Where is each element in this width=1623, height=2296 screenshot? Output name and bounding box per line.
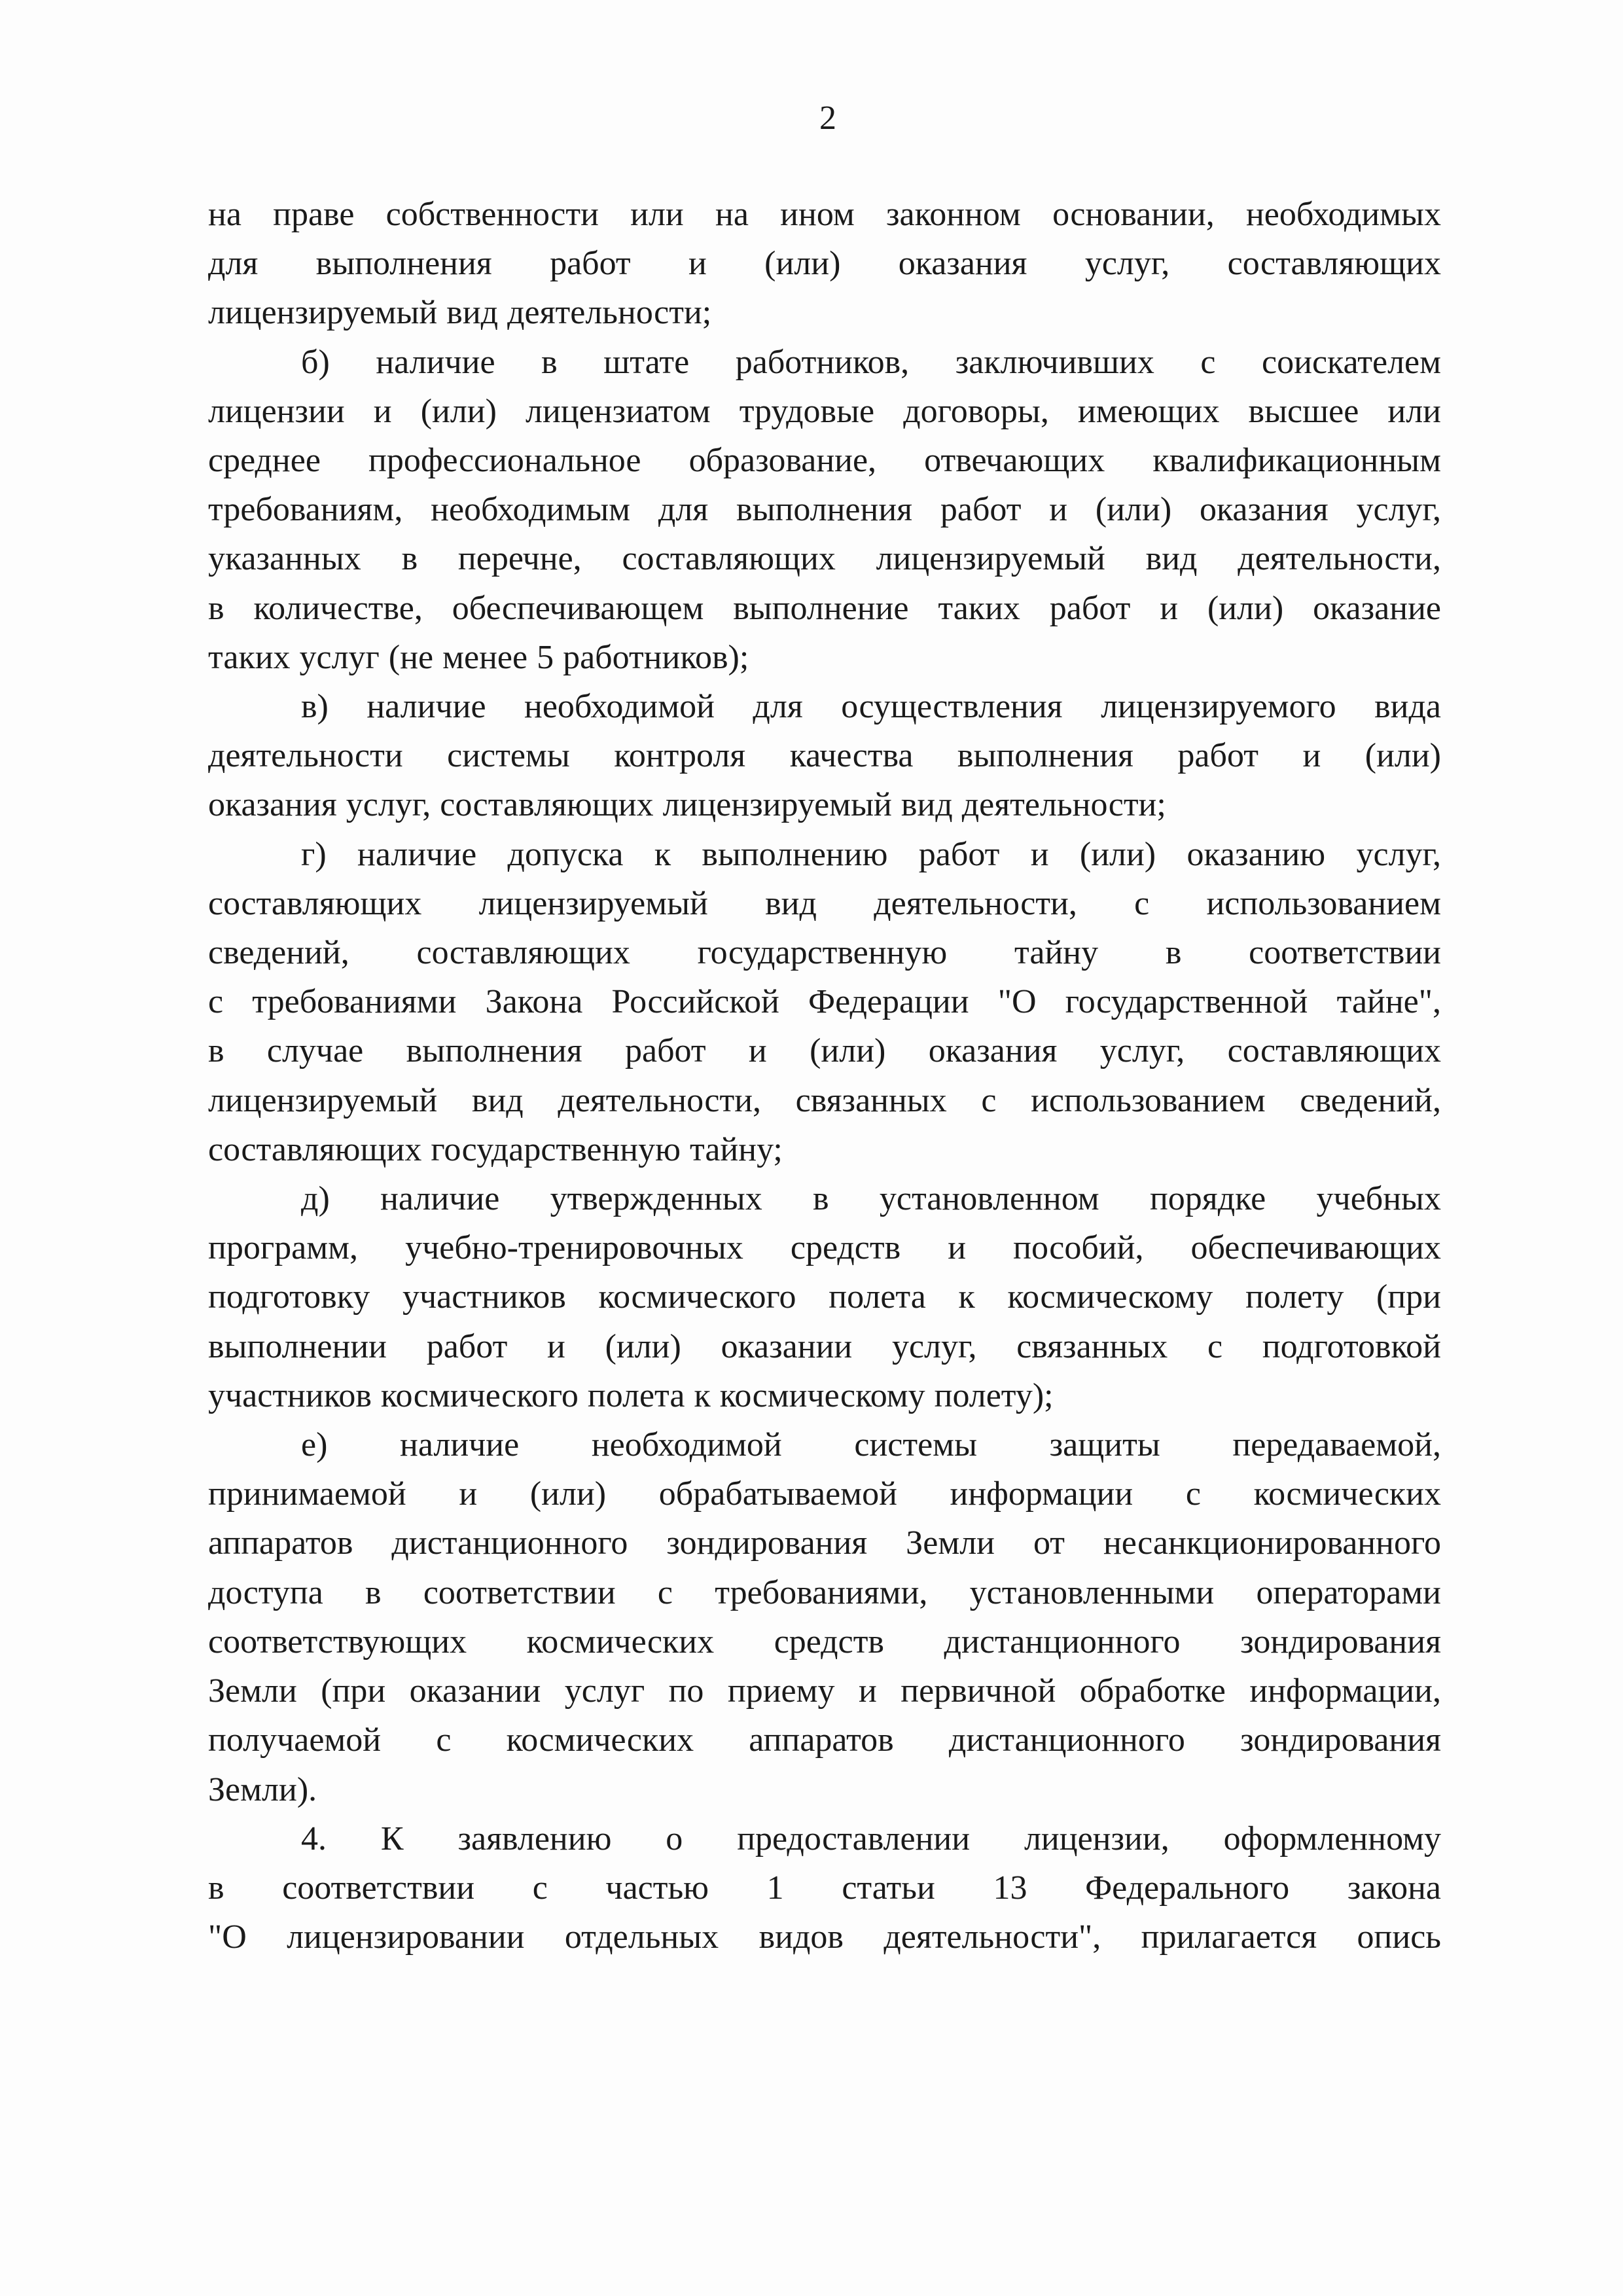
text-line: выполнении работ и (или) оказании услуг, связанных с подготовкой bbox=[208, 1327, 1441, 1365]
text-line: лицензии и (или) лицензиатом трудовые договоры, имеющих высшее или bbox=[208, 392, 1441, 430]
text-line: с требованиями Закона Российской Федерации "О государственной тайне", bbox=[208, 983, 1441, 1021]
text-line: для выполнения работ и (или) оказания услуг, составляющих bbox=[208, 245, 1441, 283]
text-line: Земли). bbox=[208, 1770, 317, 1808]
text-line: "О лицензировании отдельных видов деятельности", прилагается опись bbox=[208, 1918, 1441, 1956]
paragraph-item-4 bbox=[208, 1814, 1441, 1962]
text-line: составляющих лицензируемый вид деятельности, с использованием bbox=[208, 884, 1441, 922]
text-line: е) наличие необходимой системы защиты передаваемой, bbox=[301, 1426, 1441, 1464]
text-line: указанных в перечне, составляющих лицензируемый вид деятельности, bbox=[208, 540, 1441, 578]
text-line: лицензируемый вид деятельности, связанных с использованием сведений, bbox=[208, 1081, 1441, 1119]
text-line: б) наличие в штате работников, заключивших с соискателем bbox=[301, 343, 1441, 381]
text-line: соответствующих космических средств дистанционного зондирования bbox=[208, 1623, 1441, 1660]
text-line: получаемой с космических аппаратов дистанционного зондирования bbox=[208, 1721, 1441, 1759]
page-number: 2 bbox=[819, 99, 836, 137]
text-line: деятельности системы контроля качества выполнения работ и (или) bbox=[208, 737, 1441, 775]
text-line: в количестве, обеспечивающем выполнение таких работ и (или) оказание bbox=[208, 589, 1441, 627]
text-line: программ, учебно-тренировочных средств и пособий, обеспечивающих bbox=[208, 1229, 1441, 1267]
paragraph-item-b bbox=[208, 338, 1441, 682]
text-line: сведений, составляющих государственную тайну в соответствии bbox=[208, 934, 1441, 972]
text-line: составляющих государственную тайну; bbox=[208, 1130, 783, 1168]
paragraph-item-v bbox=[208, 682, 1441, 830]
text-line: оказания услуг, составляющих лицензируемый вид деятельности; bbox=[208, 786, 1166, 824]
text-line: в соответствии с частью 1 статьи 13 Федерального закона bbox=[208, 1869, 1441, 1907]
text-line: г) наличие допуска к выполнению работ и (или) оказанию услуг, bbox=[301, 835, 1441, 873]
text-line: таких услуг (не менее 5 работников); bbox=[208, 638, 749, 676]
text-line: д) наличие утвержденных в установленном порядке учебных bbox=[301, 1180, 1441, 1218]
text-line: среднее профессиональное образование, отвечающих квалификационным bbox=[208, 442, 1441, 480]
text-line: подготовку участников космического полета к космическому полету (при bbox=[208, 1278, 1441, 1316]
paragraph-item-g bbox=[208, 830, 1441, 1174]
text-line: Земли (при оказании услуг по приему и первичной обработке информации, bbox=[208, 1672, 1441, 1710]
document-body bbox=[208, 190, 1441, 1962]
text-line: в случае выполнения работ и (или) оказания услуг, составляющих bbox=[208, 1032, 1441, 1070]
text-line: требованиям, необходимым для выполнения работ и (или) оказания услуг, bbox=[208, 491, 1441, 529]
text-line: аппаратов дистанционного зондирования Земли от несанкционированного bbox=[208, 1524, 1441, 1562]
text-line: лицензируемый вид деятельности; bbox=[208, 294, 712, 332]
text-line: 4. К заявлению о предоставлении лицензии, оформленному bbox=[301, 1820, 1441, 1857]
paragraph-item-e bbox=[208, 1420, 1441, 1814]
text-line: принимаемой и (или) обрабатываемой информации с космических bbox=[208, 1475, 1441, 1513]
text-line: на праве собственности или на ином законном основании, необходимых bbox=[208, 196, 1441, 233]
text-line: доступа в соответствии с требованиями, установленными операторами bbox=[208, 1573, 1441, 1611]
text-line: в) наличие необходимой для осуществления лицензируемого вида bbox=[301, 688, 1441, 726]
paragraph-continuation bbox=[208, 190, 1441, 338]
text-line: участников космического полета к космическому полету); bbox=[208, 1376, 1054, 1414]
paragraph-item-d bbox=[208, 1174, 1441, 1420]
